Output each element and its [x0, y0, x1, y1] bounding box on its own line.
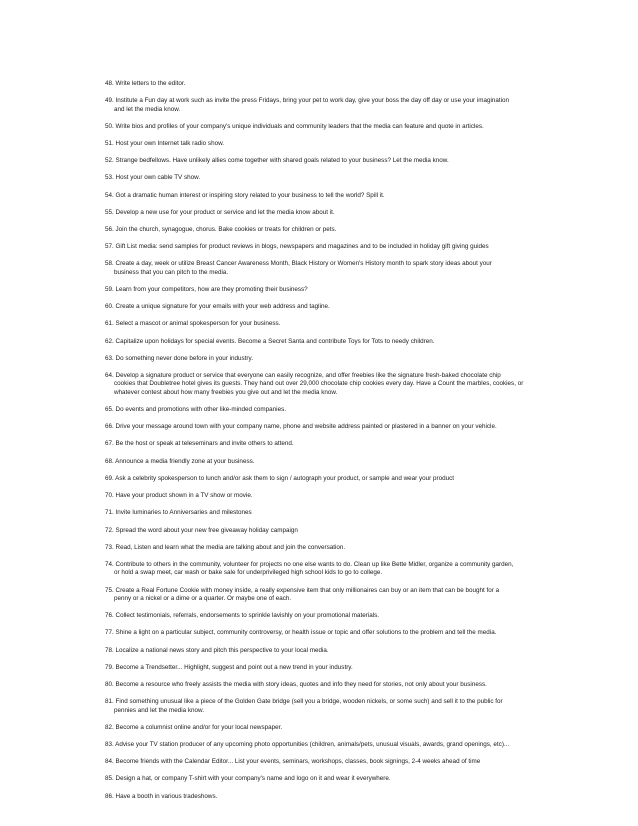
item-text: Create a day, week or utilize Breast Cancer Awareness Month, Black History or Women's History month to spark story ideas about your: [115, 260, 492, 268]
item-text: Be the host or speak at teleseminars and invite others to attend.: [115, 440, 294, 448]
item-text: Host your own Internet talk radio show.: [115, 140, 225, 148]
item-text: Become friends with the Calendar Editor... List your events, seminars, workshops, classes, book signings, 2-4 weeks ahead of time: [115, 758, 481, 766]
item-text: Design a hat, or company T-shirt with your company's name and logo on it and wear it everywhere.: [115, 775, 391, 783]
item-number: 52.: [105, 157, 114, 165]
item-text: Have a booth in various tradeshows.: [115, 792, 218, 800]
list-item: [105, 775, 540, 783]
list-item: [105, 629, 540, 637]
item-text-continuation: cookies that Doubletree hotel gives its guests. They hand out over 29,000 chocolate chip cookies every day. Have a Count the marbles, cookies, or whatever contest about how many freebies you give out and let the media know.: [114, 380, 524, 396]
list-item: [105, 226, 540, 234]
list-item: [105, 793, 540, 801]
item-text: Institute a Fun day at work such as invite the press Fridays, bring your pet to work day, give your boss the day off day or use your imagination: [115, 97, 510, 105]
list-item: [105, 303, 540, 311]
item-number: 82.: [105, 723, 114, 731]
item-number: 68.: [105, 457, 114, 465]
list-item: [105, 174, 540, 182]
item-number: 64.: [105, 372, 114, 380]
list-item: [105, 192, 540, 200]
list-item: [105, 355, 540, 363]
item-number: 53.: [105, 174, 114, 182]
item-number: 58.: [105, 260, 114, 268]
item-number: 83.: [105, 740, 114, 748]
item-text-continuation: and let the media know.: [114, 105, 181, 113]
item-text: Localize a national news story and pitch this perspective to your local media.: [115, 646, 329, 654]
item-text: Capitalize upon holidays for special events. Become a Secret Santa and contribute Toys for Tots to needy children.: [115, 337, 435, 345]
item-text-continuation: pennies and let the media know.: [114, 706, 204, 714]
item-number: 55.: [105, 208, 114, 216]
list-item: [105, 97, 540, 114]
item-text: Write bios and profiles of your company's unique individuals and community leaders that the media can feature and quote in articles.: [115, 122, 484, 130]
item-number: 71.: [105, 509, 114, 517]
list-item: [105, 243, 540, 251]
list-item: [105, 475, 540, 483]
item-text: Create a unique signature for your emails with your web address and tagline.: [115, 303, 330, 311]
item-number: 84.: [105, 758, 114, 766]
item-number: 75.: [105, 586, 114, 594]
list-item: [105, 140, 540, 148]
list-item: [105, 664, 540, 672]
item-number: 74.: [105, 560, 114, 568]
item-text: Find something unusual like a piece of the Golden Gate bridge (sell you a bridge, wooden nickels, or some such) and sell it to the public for: [115, 698, 503, 706]
item-text: Advise your TV station producer of any upcoming photo opportunities (children, animals/pets, unusual visuals, awards, grand openings, etc)...: [115, 740, 510, 748]
item-number: 79.: [105, 663, 114, 671]
item-text: Write letters to the editor.: [115, 80, 186, 87]
item-number: 59.: [105, 286, 114, 294]
item-text: Ask a celebrity spokesperson to lunch and/or ask them to sign / autograph your product, or sample and wear your product: [115, 474, 454, 482]
item-number: 80.: [105, 680, 114, 688]
item-number: 67.: [105, 440, 114, 448]
list-item: [105, 372, 540, 397]
item-text-continuation: business that you can pitch to the media.: [114, 268, 229, 276]
item-number: 54.: [105, 191, 114, 199]
item-text: Do events and promotions with other like-minded companies.: [115, 406, 286, 414]
list-item: [105, 681, 540, 689]
list-item: [105, 286, 540, 294]
item-text: Spread the word about your new free giveaway holiday campaign: [115, 526, 298, 534]
list-item: [105, 758, 540, 766]
item-number: 57.: [105, 243, 114, 251]
item-text: Become a columnist online and/or for your local newspaper.: [115, 723, 283, 731]
item-number: 62.: [105, 337, 114, 345]
item-text: Got a dramatic human interest or inspiring story related to your business to tell the world? Spill it.: [115, 191, 385, 199]
item-number: 73.: [105, 543, 114, 551]
list-item: [105, 587, 540, 604]
list-item: [105, 492, 540, 500]
list-item: [105, 338, 540, 346]
item-number: 50.: [105, 122, 114, 130]
list-item: [105, 741, 540, 749]
item-number: 72.: [105, 526, 114, 534]
list-item: [105, 209, 540, 217]
item-text: Collect testimonials, referrals, endorsements to sprinkle lavishly on your promotional materials.: [115, 612, 380, 620]
list-item: [105, 157, 540, 165]
list-item: [105, 698, 540, 715]
item-text: Become a resource who freely assists the media with story ideas, quotes and info they need for stories, not only about your business.: [115, 680, 487, 688]
item-number: 63.: [105, 354, 114, 362]
item-number: 77.: [105, 629, 114, 637]
item-number: 78.: [105, 646, 114, 654]
list-item: [105, 612, 540, 620]
list-item: [105, 527, 540, 535]
item-text: Shine a light on a particular subject, community controversy, or health issue or topic and offer solutions to the problem and tell the media.: [115, 629, 497, 637]
item-number: 48.: [105, 80, 114, 87]
item-text: Gift List media: send samples for product reviews in blogs, newspapers and magazines and to be included in holiday gift giving guides: [115, 243, 489, 251]
item-number: 76.: [105, 612, 114, 620]
item-number: 70.: [105, 492, 114, 500]
list-item: [105, 80, 540, 88]
item-number: 81.: [105, 698, 114, 706]
item-number: 49.: [105, 97, 114, 105]
list-item: [105, 458, 540, 466]
item-number: 85.: [105, 775, 114, 783]
item-text-continuation: penny or a nickel or a dime or a quarter. Or maybe one of each.: [114, 594, 292, 602]
list-item: [105, 724, 540, 732]
list-item: [105, 544, 540, 552]
item-text: Strange bedfellows. Have unlikely allies come together with shared goals related to your business? Let the media know.: [115, 157, 449, 165]
item-text-continuation: or hold a swap meet, car wash or bake sale for underprivileged high school kids to go to college.: [114, 569, 383, 577]
item-text: Do something never done before in your industry.: [115, 354, 253, 362]
item-text: Have your product shown in a TV show or movie.: [115, 492, 253, 500]
item-text: Create a Real Fortune Cookie with money inside, a really expensive item that only millionaires can buy or an item that can be bought for a: [115, 586, 500, 594]
list-item: [105, 509, 540, 517]
list-item: [105, 440, 540, 448]
item-number: 66.: [105, 423, 114, 431]
item-text: Announce a media friendly zone at your business.: [115, 457, 255, 465]
list-item: [105, 647, 540, 655]
item-number: 56.: [105, 226, 114, 234]
item-text: Become a Trendsetter... Highlight, suggest and point out a new trend in your industry.: [115, 663, 353, 671]
list-item: [105, 320, 540, 328]
list-item: [105, 561, 540, 578]
item-number: 51.: [105, 140, 114, 148]
item-text: Develop a new use for your product or service and let the media know about it.: [115, 208, 335, 216]
item-number: 69.: [105, 474, 114, 482]
item-number: 86.: [105, 792, 114, 800]
item-text: Select a mascot or animal spokesperson for your business.: [115, 320, 281, 328]
item-text: Develop a signature product or service that everyone can easily recognize, and offer freebies like the signature fresh-baked chocolate chip: [115, 372, 501, 380]
item-text: Read, Listen and learn what the media are talking about and join the conversation.: [115, 543, 346, 551]
list-item: [105, 406, 540, 414]
item-text: Join the church, synagogue, chorus. Bake cookies or treats for children or pets.: [115, 226, 337, 234]
item-text: Contribute to others in the community, volunteer for projects no one else wants to do. Clean up like Bette Midler, organize a community garden,: [115, 560, 514, 568]
item-number: 60.: [105, 303, 114, 311]
item-text: Learn from your competitors, how are they promoting their business?: [115, 286, 308, 294]
list-item: [105, 423, 540, 431]
item-text: Drive your message around town with your company name, phone and website address painted or plastered in a banner on your vehicle.: [115, 423, 497, 431]
numbered-list: [105, 80, 540, 810]
list-item: [105, 260, 540, 277]
item-number: 65.: [105, 406, 114, 414]
item-number: 61.: [105, 320, 114, 328]
item-text: Host your own cable TV show.: [115, 174, 201, 182]
item-text: Invite luminaries to Anniversaries and milestones: [115, 509, 252, 517]
list-item: [105, 123, 540, 131]
